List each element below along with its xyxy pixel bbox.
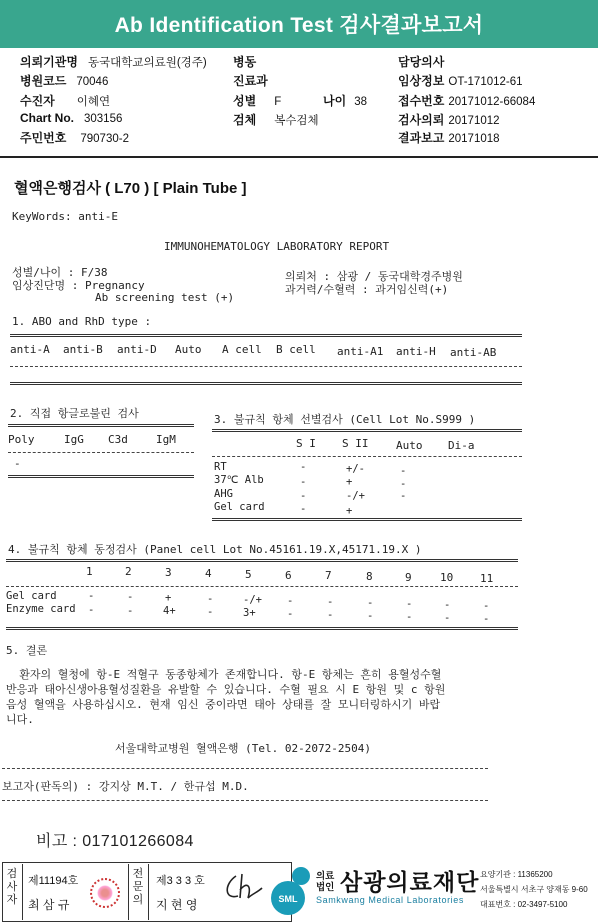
s4-cell: - xyxy=(207,606,214,618)
s3-mid-rule xyxy=(212,456,522,457)
sex-age: 성별/나이 : F/38 xyxy=(12,266,108,279)
s4-cell: - xyxy=(327,609,334,621)
s4-header: 8 xyxy=(366,570,373,583)
s3-row-label: AHG xyxy=(214,488,233,500)
s4-cell: - xyxy=(367,610,374,622)
footer xyxy=(0,858,598,924)
s2-mid-rule xyxy=(8,452,194,453)
s1-header: anti-B xyxy=(63,343,103,356)
reporter-top-rule xyxy=(2,768,488,769)
s4-row-label: Gel card xyxy=(6,590,57,602)
s1-bottom-rule xyxy=(10,382,522,385)
s4-cell: - xyxy=(207,593,214,605)
phone: 대표번호 : 02-3497-5100 xyxy=(480,900,568,909)
specialist-license: 제3 3 3 호 xyxy=(156,875,205,887)
s3-cell: - xyxy=(300,476,307,488)
s4-cell: - xyxy=(287,595,294,607)
resident-no-row: 주민번호 790730-2 xyxy=(20,131,129,145)
s3-cell: + xyxy=(346,476,353,488)
diagnosis: 임상진단명 : Pregnancy xyxy=(12,279,145,292)
history: 과거력/수혈력 : 과거임신력(+) xyxy=(285,283,449,296)
s2-bottom-rule xyxy=(8,475,194,478)
s3-top-rule xyxy=(212,429,522,432)
s3-row-label: RT xyxy=(214,461,227,473)
s2-top-rule xyxy=(8,424,194,427)
s4-cell: 4+ xyxy=(163,605,176,617)
s3-cell: - xyxy=(300,503,307,515)
specimen-row: 검체 복수검체 xyxy=(233,113,319,127)
divider xyxy=(22,864,23,920)
s4-cell: - xyxy=(483,613,490,625)
divider xyxy=(128,864,129,920)
s4-cell: - xyxy=(327,596,334,608)
age-row: 나이 38 xyxy=(323,94,367,108)
s4-header: 5 xyxy=(245,568,252,581)
clinical-info-row: 임상정보 OT-171012-61 xyxy=(398,74,523,88)
chart-no-row: Chart No. 303156 xyxy=(20,111,123,125)
org-name: 삼광의료재단 xyxy=(340,869,480,895)
s4-cell: - xyxy=(127,591,134,603)
header-divider xyxy=(0,156,598,158)
referrer: 의뢰처 : 삼광 / 동국대학경주병원 xyxy=(285,270,463,283)
s5-title: 5. 결론 xyxy=(6,644,48,657)
s4-cell: -/+ xyxy=(243,594,262,606)
s4-header: 10 xyxy=(440,571,454,584)
s4-mid-rule xyxy=(6,586,518,587)
s4-cell: - xyxy=(406,611,413,623)
report-heading: IMMUNOHEMATOLOGY LABORATORY REPORT xyxy=(164,240,390,253)
s3-bottom-rule xyxy=(212,518,522,521)
s3-cell: -/+ xyxy=(346,490,365,502)
report-title: Ab Identification Test 검사결과보고서 xyxy=(0,0,598,48)
remark: 비고 : 017101266084 xyxy=(36,833,194,850)
address: 서울특별시 서초구 양재동 9-60 xyxy=(480,885,588,894)
reporter: 보고자(판독의) : 강지상 M.T. / 한규섭 M.D. xyxy=(2,780,249,793)
care-code: 요양기관 : 11365200 xyxy=(480,870,553,879)
s4-top-rule xyxy=(6,559,518,562)
s2-header: C3d xyxy=(108,433,128,446)
request-date-row: 검사의뢰 20171012 xyxy=(398,113,500,127)
s5-line: 니다. xyxy=(6,713,34,726)
s4-cell: - xyxy=(88,590,95,602)
specialist-signature xyxy=(218,870,264,904)
s2-value: - xyxy=(14,457,21,470)
s3-cell: +/- xyxy=(346,463,365,475)
report-date-row: 결과보고 20171018 xyxy=(398,131,500,145)
s1-title: 1. ABO and RhD type : xyxy=(12,315,152,328)
s4-header: 7 xyxy=(325,569,332,582)
s2-header: Poly xyxy=(8,433,35,446)
institution-row: 의뢰기관명 동국대학교의료원(경주) xyxy=(20,55,207,69)
s4-cell: - xyxy=(444,612,451,624)
s1-header: anti-A1 xyxy=(337,345,384,358)
s4-title: 4. 불규칙 항체 동정검사 (Panel cell Lot No.45161.19.X,45171.19.X ) xyxy=(8,543,422,556)
s4-cell: - xyxy=(483,600,490,612)
s3-cell: - xyxy=(400,478,407,490)
s4-header: 1 xyxy=(86,565,93,578)
s1-header: A cell xyxy=(222,343,262,356)
s5-line: 반응과 태아신생아용혈성질환을 유발할 수 있습니다. 수혈 필요 시 E 항원 및 c 항원 xyxy=(6,683,446,696)
s3-header: Auto xyxy=(396,439,423,452)
s4-header: 2 xyxy=(125,565,132,578)
s3-header: S I xyxy=(296,437,316,450)
inspector-label: 검사자 xyxy=(6,868,18,906)
s4-cell: - xyxy=(444,599,451,611)
diagnosis-detail: Ab screening test (+) xyxy=(95,291,235,304)
s4-cell: + xyxy=(165,592,172,604)
s1-header: anti-AB xyxy=(450,346,497,359)
s4-header: 6 xyxy=(285,569,292,582)
s2-header: IgG xyxy=(64,433,84,446)
sml-logo-icon xyxy=(266,864,314,918)
s3-cell: + xyxy=(346,505,353,517)
s1-mid-rule xyxy=(10,366,522,367)
inspector-seal xyxy=(90,878,120,908)
s4-cell: - xyxy=(287,608,294,620)
ward-row: 병동 xyxy=(233,55,257,69)
s3-header: Di-a xyxy=(448,439,475,452)
s4-cell: - xyxy=(88,604,95,616)
s2-title: 2. 직접 항글로불린 검사 xyxy=(10,407,139,420)
s5-line: 환자의 혈청에 항-E 적혈구 동종항체가 존재합니다. 항-E 항체는 흔히 용혈성수혈 xyxy=(6,668,442,681)
s3-row-label: 37℃ Alb xyxy=(214,474,264,486)
department-row: 진료과 xyxy=(233,74,268,88)
s1-header: B cell xyxy=(276,343,316,356)
s3-cell: - xyxy=(400,465,407,477)
attending-row: 담당의사 xyxy=(398,55,445,69)
s4-cell: - xyxy=(127,605,134,617)
s1-header: Auto xyxy=(175,343,202,356)
s1-header: anti-D xyxy=(117,343,157,356)
s3-title: 3. 불규칙 항체 선별검사 (Cell Lot No.S999 ) xyxy=(214,413,476,426)
specialist-label: 전문의 xyxy=(132,868,144,906)
s4-cell: - xyxy=(367,597,374,609)
org-prefix: 의료 법인 xyxy=(316,871,335,893)
s3-cell: - xyxy=(300,461,307,473)
s3-cell: - xyxy=(300,490,307,502)
s5-line: 음성 혈액을 사용하십시오. 현재 임신 중이라면 태아 상태를 잘 모니터링하시기 바랍 xyxy=(6,698,441,711)
s4-header: 3 xyxy=(165,566,172,579)
logo-text: SML xyxy=(278,894,298,904)
inspector-name: 최 삼 규 xyxy=(28,898,70,912)
s3-header: S II xyxy=(342,437,369,450)
s1-header: anti-A xyxy=(10,343,50,356)
s3-cell: - xyxy=(400,490,407,502)
s4-bottom-rule xyxy=(6,627,518,630)
s2-header: IgM xyxy=(156,433,176,446)
sex-row: 성별 F xyxy=(233,94,282,108)
keywords: KeyWords: anti-E xyxy=(12,210,118,223)
inspector-license: 제11194호 xyxy=(28,875,79,887)
s1-header: anti-H xyxy=(396,345,436,358)
s4-header: 9 xyxy=(405,571,412,584)
s4-header: 11 xyxy=(480,572,494,585)
divider xyxy=(148,864,149,920)
blood-bank-contact: 서울대학교병원 혈액은행 (Tel. 02-2072-2504) xyxy=(115,742,371,755)
org-english-name: Samkwang Medical Laboratories xyxy=(316,895,464,905)
patient-row: 수진자 이혜연 xyxy=(20,94,111,108)
hospital-code-row: 병원코드 70046 xyxy=(20,74,109,88)
s4-cell: - xyxy=(406,598,413,610)
s4-header: 4 xyxy=(205,567,212,580)
section-title: 혈액은행검사 ( L70 ) [ Plain Tube ] xyxy=(14,180,247,197)
s3-row-label: Gel card xyxy=(214,501,265,513)
s4-cell: 3+ xyxy=(243,607,256,619)
s1-top-rule xyxy=(10,334,522,337)
s4-row-label: Enzyme card xyxy=(6,603,76,615)
receipt-no-row: 접수번호 20171012-66084 xyxy=(398,94,536,108)
reporter-bottom-rule xyxy=(2,800,488,801)
specialist-name: 지 현 영 xyxy=(156,898,198,912)
